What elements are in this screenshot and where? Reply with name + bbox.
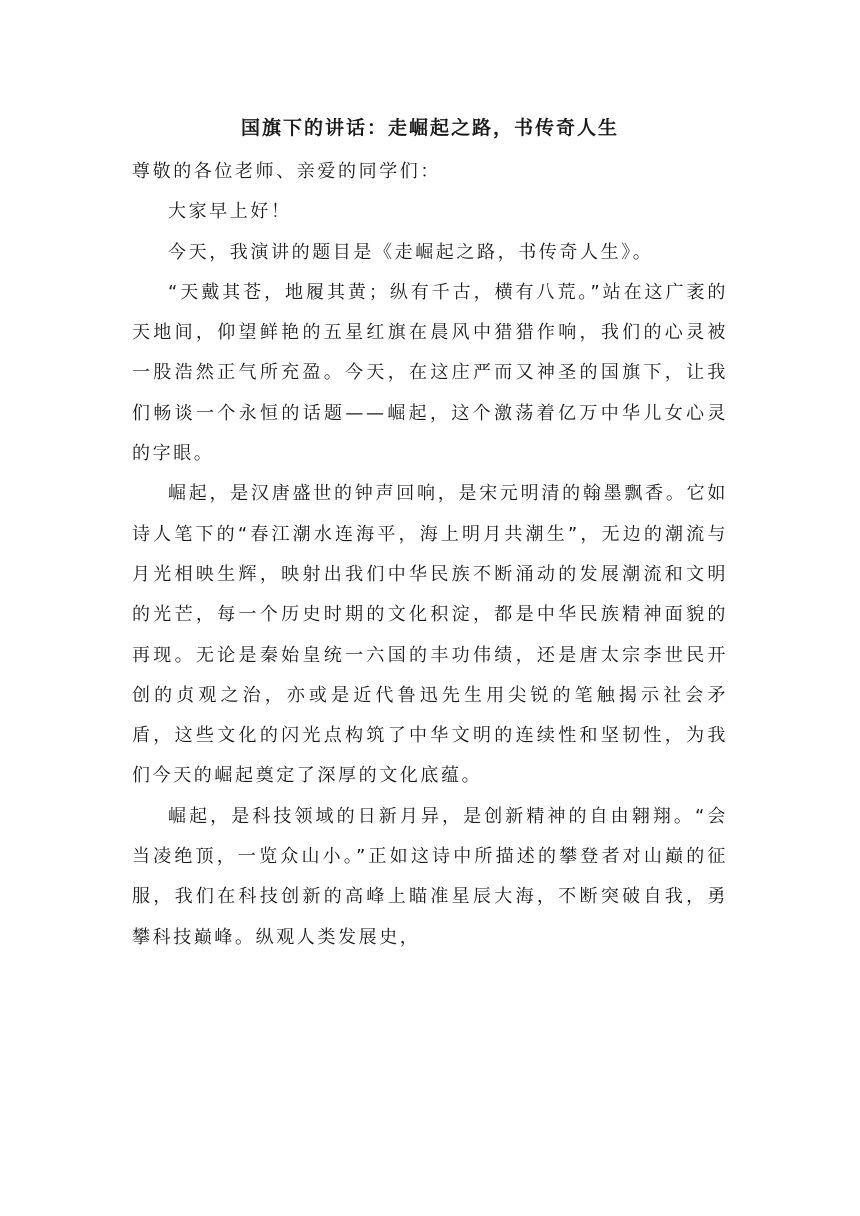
document-body [132,152,728,958]
salutation: 尊敬的各位老师、亲爱的同学们： [132,161,441,182]
paragraph-topic: 今天，我演讲的题目是《走崛起之路，书传奇人生》。 [168,241,654,263]
paragraph-flag: “天戴其苍，地履其黄；纵有千古，横有八荒。”站在这广袤的天地间，仰望鲜艳的五星红旗在晨风中猎猎作响，我们的心灵被一股浩然正气所充盈。今天，在这庄严而又神圣的国旗下，让我们畅谈一个永恒的话题——崛起，这个激荡着亿万中华儿女心灵的字眼。 [132,281,728,465]
document-title: 国旗下的讲话：走崛起之路，书传奇人生 [240,117,619,139]
paragraph-greeting: 大家早上好！ [168,201,292,223]
paragraph-culture: 崛起，是汉唐盛世的钟声回响，是宋元明清的翰墨飘香。它如诗人笔下的“春江潮水连海平，海上明月共潮生”，无边的潮流与月光相映生辉，映射出我们中华民族不断涌动的发展潮流和文明的光芒，每一个历史时期的文化积淀，都是中华民族精神面貌的再现。无论是秦始皇统一六国的丰功伟绩，还是唐太宗李世民开创的贞观之治，亦或是近代鲁迅先生用尖锐的笔触揭示社会矛盾，这些文化的闪光点构筑了中华文明的连续性和坚韧性，为我们今天的崛起奠定了深厚的文化底蕴。 [132,483,728,787]
paragraph-technology: 崛起，是科技领域的日新月异，是创新精神的自由翱翔。“会当凌绝顶，一览众山小。”正如这诗中所描述的攀登者对山巅的征服，我们在科技创新的高峰上瞄准星辰大海，不断突破自我，勇攀科技巅峰。纵观人类发展史， [132,805,728,948]
